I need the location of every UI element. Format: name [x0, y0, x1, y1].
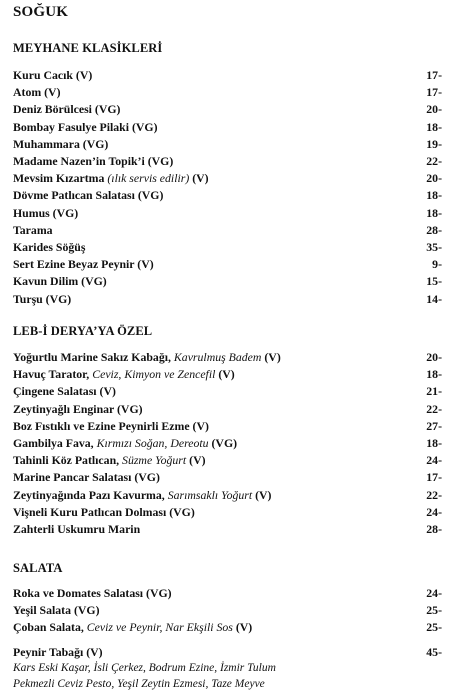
- menu-item: [13, 239, 442, 256]
- menu-item-diet-tag: (V): [235, 620, 253, 635]
- menu-item: [13, 349, 442, 366]
- menu-item: [13, 187, 442, 204]
- menu-item: [13, 602, 442, 619]
- menu-item-name: Deniz Börülcesi (VG): [13, 102, 121, 117]
- menu-item-note: Pekmezli Ceviz Pesto, Yeşil Zeytin Ezmesi, Taze Meyve: [13, 678, 265, 690]
- menu-item-price: 27-: [426, 418, 442, 433]
- menu-item: [13, 644, 442, 661]
- menu-item-name: Madame Nazen’in Topik’i (VG): [13, 154, 174, 168]
- menu-item: [13, 521, 442, 538]
- menu-item: [13, 256, 442, 273]
- menu-item-name: Turşu (VG): [13, 291, 72, 306]
- menu-item-description: Ceviz, Kimyon ve Zencefil: [92, 367, 216, 382]
- menu-item-price: 18-: [426, 205, 442, 220]
- menu-item-price: 28-: [426, 522, 442, 536]
- menu-item-name: Kavun Dilim (VG): [13, 274, 107, 289]
- menu-item-price: 18-: [426, 119, 442, 134]
- menu-item-price: 18-: [426, 367, 442, 382]
- menu-item-price: 22-: [426, 487, 442, 502]
- menu-item-diet-tag: (V): [218, 367, 235, 382]
- menu-item-price: 15-: [426, 274, 442, 289]
- section-title: MEYHANE KLASİKLERİ: [13, 41, 163, 55]
- menu-item-name: Tahinli Köz Patlıcan,: [13, 453, 120, 468]
- menu-item-diet-tag: (V): [255, 487, 272, 502]
- menu-item-description: Süzme Yoğurt: [122, 453, 187, 468]
- menu-item-name: Humus (VG): [13, 205, 79, 220]
- menu-item: [13, 487, 442, 504]
- menu-item: [13, 136, 442, 153]
- menu-item: [13, 222, 442, 239]
- menu-item-price: 24-: [426, 453, 442, 468]
- menu-item-price: 22-: [426, 154, 442, 168]
- menu-item-price: 20-: [426, 102, 442, 117]
- section-title: LEB-İ DERYA’YA ÖZEL: [13, 324, 153, 338]
- menu-item-name: Roka ve Domates Salatası (VG): [13, 586, 172, 600]
- menu-item-name: Çoban Salata,: [13, 620, 84, 635]
- menu-item-description: (ılık servis edilir): [107, 171, 190, 186]
- menu-item-name: Gambilya Fava,: [13, 436, 94, 450]
- menu-item-name: Havuç Tarator,: [13, 367, 90, 382]
- menu-item: [13, 401, 442, 418]
- menu-item: [13, 119, 442, 136]
- menu-item-name: Zeytinyağında Pazı Kavurma,: [13, 487, 165, 502]
- menu-item-name: Bombay Fasulye Pilaki (VG): [13, 119, 158, 134]
- menu-item: [13, 383, 442, 400]
- menu-item: [13, 469, 442, 486]
- menu-item-price: 17-: [426, 470, 442, 485]
- menu-item-diet-tag: (VG): [211, 436, 238, 450]
- menu-item: [13, 67, 442, 84]
- menu-item-price: 18-: [426, 188, 442, 203]
- menu-item: [13, 153, 442, 170]
- menu-item: [13, 435, 442, 452]
- menu-item-price: 35-: [426, 240, 442, 254]
- menu-item: [13, 366, 442, 383]
- menu-item: [13, 101, 442, 118]
- menu-item-price: 25-: [426, 620, 442, 635]
- menu-item-price: 18-: [426, 436, 442, 450]
- menu-item: [13, 585, 442, 602]
- menu-item-price: 14-: [426, 291, 442, 306]
- menu-item: [13, 170, 442, 187]
- menu-item-name: Mevsim Kızartma: [13, 171, 105, 186]
- menu-item-diet-tag: (V): [192, 171, 209, 186]
- menu-item-name: Dövme Patlıcan Salatası (VG): [13, 188, 164, 203]
- menu-item-price: 24-: [426, 504, 442, 519]
- menu-item-description: Ceviz ve Peynir, Nar Ekşili Sos: [86, 620, 233, 635]
- menu-item-price: 21-: [426, 384, 442, 399]
- menu-item: [13, 84, 442, 101]
- menu-item-name: Tarama: [13, 222, 53, 237]
- menu-item-description: Kırmızı Soğan, Dereotu: [96, 436, 209, 450]
- menu-item-name: Zeytinyağlı Enginar (VG): [13, 401, 143, 416]
- menu-item-name: Atom (V): [13, 85, 61, 100]
- menu-item-price: 19-: [426, 136, 442, 151]
- menu-item: [13, 452, 442, 469]
- menu-item-name: Kuru Cacık (V): [13, 68, 93, 82]
- menu-item-name: Boz Fıstıklı ve Ezine Peynirli Ezme (V): [13, 418, 209, 433]
- menu-item: [13, 291, 442, 308]
- menu-item-description: Kavrulmuş Badem: [173, 350, 262, 364]
- menu-item-price: 25-: [426, 603, 442, 618]
- menu-item-name: Yoğurtlu Marine Sakız Kabağı,: [13, 350, 171, 364]
- menu-item-note: Kars Eski Kaşar, İsli Çerkez, Bodrum Ezine, İzmir Tulum: [13, 662, 276, 674]
- menu-item-name: Çingene Salatası (V): [13, 384, 116, 399]
- menu-item-description: Sarımsaklı Yoğurt: [167, 487, 253, 502]
- menu-item-price: 20-: [426, 171, 442, 186]
- menu-item-name: Karides Söğüş: [13, 240, 86, 254]
- menu-item: [13, 418, 442, 435]
- menu-item-diet-tag: (V): [264, 350, 281, 364]
- menu-item-name: Muhammara (VG): [13, 136, 109, 151]
- menu-item-name: Sert Ezine Beyaz Peynir (V): [13, 257, 154, 272]
- menu-item-name: Vişneli Kuru Patlıcan Dolması (VG): [13, 504, 195, 519]
- menu-item-price: 22-: [426, 401, 442, 416]
- menu-item: [13, 619, 442, 636]
- page-title: SOĞUK: [13, 4, 69, 20]
- menu-item-name: Yeşil Salata (VG): [13, 603, 100, 618]
- section-title: SALATA: [13, 561, 63, 575]
- menu-item-price: 17-: [426, 85, 442, 100]
- menu-item-price: 28-: [426, 222, 442, 237]
- menu-item-price: 9-: [432, 257, 442, 272]
- menu-item-name: Peynir Tabağı (V): [13, 645, 103, 659]
- menu-item-name: Zahterli Uskumru Marin: [13, 522, 141, 536]
- menu-item-price: 45-: [426, 645, 442, 659]
- menu-item-diet-tag: (V): [189, 453, 206, 468]
- menu-item-price: 24-: [426, 586, 442, 600]
- menu-item: [13, 273, 442, 290]
- menu-item-name: Marine Pancar Salatası (VG): [13, 470, 160, 485]
- menu-item: [13, 504, 442, 521]
- menu-item-price: 20-: [426, 350, 442, 364]
- menu-item-price: 17-: [426, 68, 442, 82]
- menu-item: [13, 205, 442, 222]
